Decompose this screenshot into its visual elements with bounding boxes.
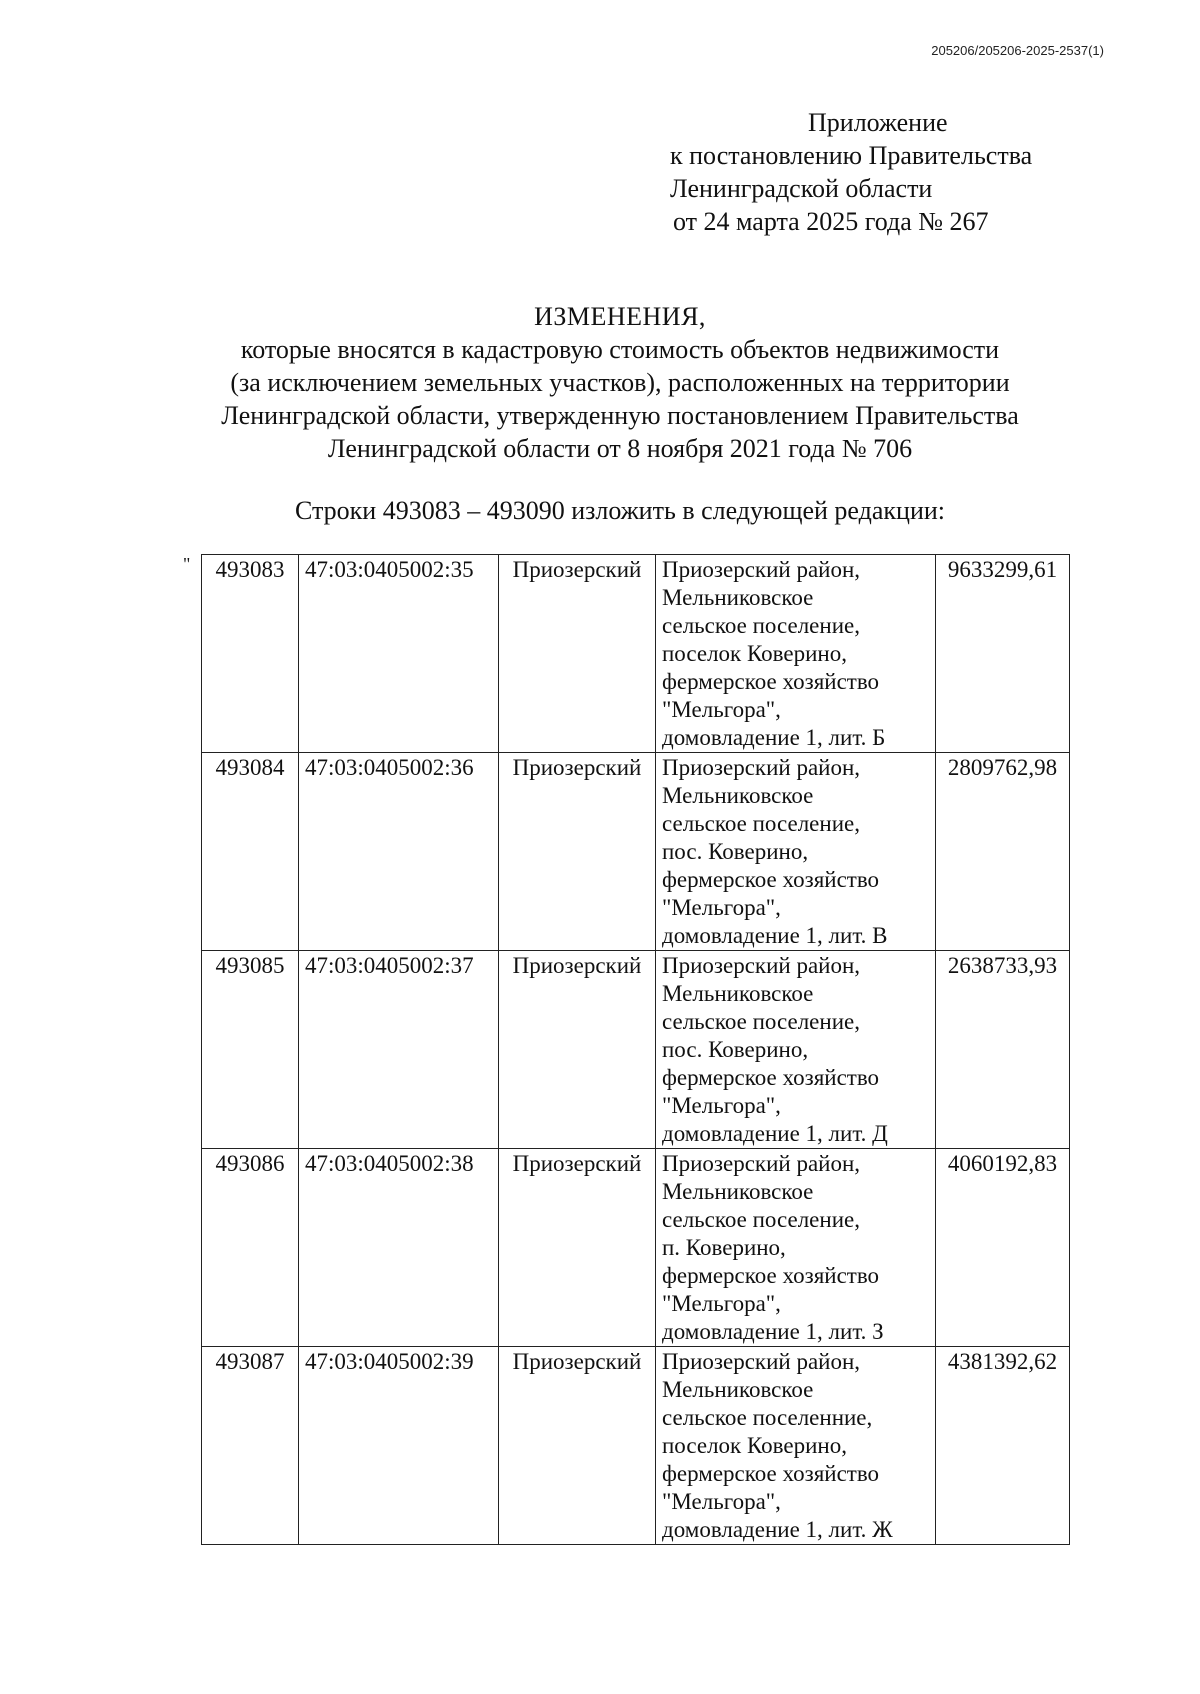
cadastral-value: 4060192,83 (936, 1149, 1070, 1347)
cadastral-number: 47:03:0405002:39 (299, 1347, 499, 1545)
heading-line-4: Ленинградской области от 8 ноября 2021 года № 706 (327, 434, 913, 463)
row-number: 493087 (202, 1347, 299, 1545)
address: Приозерский район, Мельниковское сельское поселение, поселок Коверино, фермерское хозяйство "Мельгора", домовладение 1, лит. Б (656, 555, 936, 753)
district: Приозерский (499, 1347, 656, 1545)
district: Приозерский (499, 555, 656, 753)
cadastral-number: 47:03:0405002:38 (299, 1149, 499, 1347)
table-row (202, 951, 1070, 1149)
address: Приозерский район, Мельниковское сельское поселенние, поселок Коверино, фермерское хозяйство "Мельгора", домовладение 1, лит. Ж (656, 1347, 936, 1545)
cadastral-number: 47:03:0405002:35 (299, 555, 499, 753)
cadastral-value: 2809762,98 (936, 753, 1070, 951)
appendix-reference: к постановлению Правительства (670, 141, 1033, 170)
cadastral-value: 9633299,61 (936, 555, 1070, 753)
cadastral-number: 47:03:0405002:37 (299, 951, 499, 1149)
row-number: 493085 (202, 951, 299, 1149)
district: Приозерский (499, 951, 656, 1149)
cadastral-value: 4381392,62 (936, 1347, 1070, 1545)
heading-title: ИЗМЕНЕНИЯ, (534, 302, 706, 331)
lead-paragraph: Строки 493083 – 493090 изложить в следующей редакции: (294, 496, 945, 525)
cadastral-value: 2638733,93 (936, 951, 1070, 1149)
address: Приозерский район, Мельниковское сельское поселение, пос. Коверино, фермерское хозяйство "Мельгора", домовладение 1, лит. В (656, 753, 936, 951)
heading-line-2: (за исключением земельных участков), расположенных на территории (230, 368, 1010, 397)
appendix-title: Приложение (808, 108, 948, 137)
row-number: 493084 (202, 753, 299, 951)
cadastral-number: 47:03:0405002:36 (299, 753, 499, 951)
district: Приозерский (499, 753, 656, 951)
document-id: 205206/205206-2025-2537(1) (931, 43, 1104, 58)
row-number: 493086 (202, 1149, 299, 1347)
district: Приозерский (499, 1149, 656, 1347)
document-heading (140, 300, 1100, 465)
table-row (202, 753, 1070, 951)
table-row (202, 1347, 1070, 1545)
appendix-block (670, 106, 1090, 238)
appendix-region: Ленинградской области (670, 174, 933, 203)
heading-line-3: Ленинградской области, утвержденную постановлением Правительства (221, 401, 1019, 430)
heading-line-1: которые вносятся в кадастровую стоимость объектов недвижимости (240, 335, 1000, 364)
table-row (202, 555, 1070, 753)
address: Приозерский район, Мельниковское сельское поселение, п. Коверино, фермерское хозяйство "Мельгора", домовладение 1, лит. З (656, 1149, 936, 1347)
address: Приозерский район, Мельниковское сельское поселение, пос. Коверино, фермерское хозяйство "Мельгора", домовладение 1, лит. Д (656, 951, 936, 1149)
opening-quote-mark: " (183, 554, 191, 574)
row-number: 493083 (202, 555, 299, 753)
appendix-date: от 24 марта 2025 года № 267 (673, 207, 989, 236)
table-row (202, 1149, 1070, 1347)
cadastral-value-table (201, 554, 1070, 1545)
